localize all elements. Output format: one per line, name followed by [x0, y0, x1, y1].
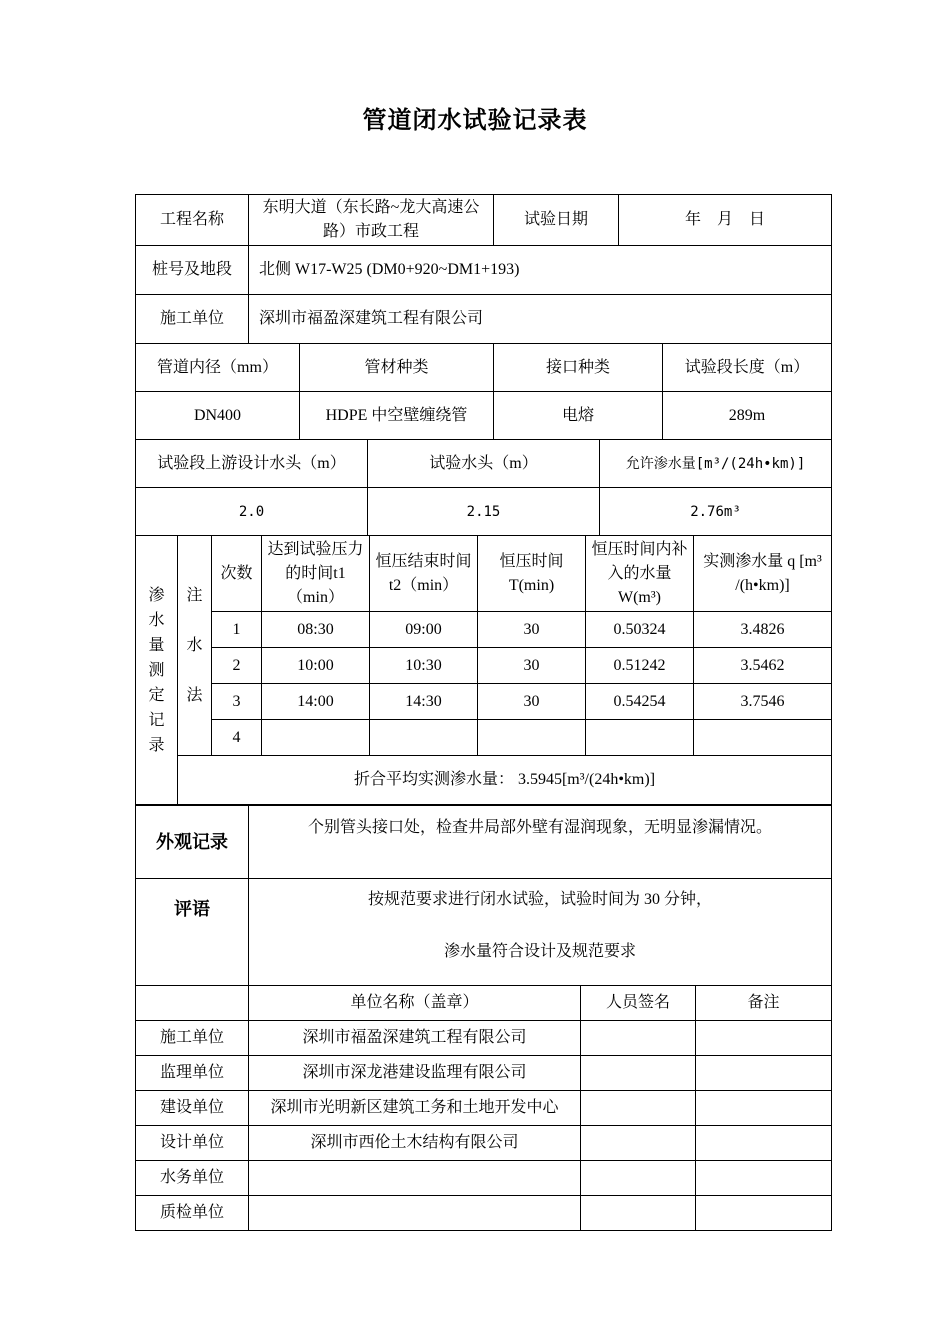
table-row	[136, 648, 832, 684]
signature-cell	[581, 1091, 696, 1126]
col-header-count: 次数	[212, 536, 262, 612]
pipe-material-header: 管材种类	[300, 344, 494, 392]
cell-t1: 14:00	[262, 684, 370, 720]
remark-cell	[696, 1126, 832, 1161]
unit-name: 深圳市福盈深建筑工程有限公司	[249, 1021, 581, 1056]
remark-cell	[696, 1161, 832, 1196]
seepage-label-char: 录	[148, 736, 165, 754]
signature-cell	[581, 1161, 696, 1196]
unit-role: 设计单位	[136, 1126, 249, 1161]
unit-role: 建设单位	[136, 1091, 249, 1126]
cell-water-added: 0.51242	[586, 648, 694, 684]
cell-count: 1	[212, 612, 262, 648]
seepage-label-char: 水	[148, 611, 165, 629]
seepage-label-char: 定	[148, 686, 165, 704]
cell-duration: 30	[478, 684, 586, 720]
allowed-seepage-value: 2.76m³	[600, 488, 832, 536]
signer-header: 人员签名	[581, 986, 696, 1021]
cell-t2	[370, 720, 478, 756]
cell-measured-seepage: 3.4826	[694, 612, 832, 648]
table-row	[136, 1091, 832, 1126]
remark-cell	[696, 1196, 832, 1231]
cell-duration: 30	[478, 612, 586, 648]
contractor-label: 施工单位	[136, 295, 249, 344]
remark-header: 备注	[696, 986, 832, 1021]
seepage-section-label	[136, 536, 178, 805]
signature-cell	[581, 1196, 696, 1231]
comment-text	[249, 879, 832, 986]
design-head-header: 试验段上游设计水头（m）	[136, 440, 368, 488]
design-head-value: 2.0	[136, 488, 368, 536]
cell-measured-seepage	[694, 720, 832, 756]
unit-name	[249, 1196, 581, 1231]
table-row	[136, 612, 832, 648]
cell-t1	[262, 720, 370, 756]
col-header-duration: 恒压时间T(min)	[478, 536, 586, 612]
injection-method-label	[178, 536, 212, 756]
table-row	[136, 720, 832, 756]
unit-role: 质检单位	[136, 1196, 249, 1231]
unit-name	[249, 1161, 581, 1196]
cell-water-added	[586, 720, 694, 756]
section-length-value: 289m	[663, 392, 832, 440]
section-length-header: 试验段长度（m）	[663, 344, 832, 392]
col-header-t2: 恒压结束时间 t2（min）	[370, 536, 478, 612]
cell-water-added: 0.54254	[586, 684, 694, 720]
remark-cell	[696, 1021, 832, 1056]
remark-cell	[696, 1091, 832, 1126]
test-date-label: 试验日期	[494, 195, 619, 246]
test-date-value: 年 月 日	[619, 195, 832, 246]
station-label: 桩号及地段	[136, 246, 249, 295]
appearance-text: 个别管头接口处，检查井局部外壁有湿润现象，无明显渗漏情况。	[249, 806, 832, 879]
cell-count: 2	[212, 648, 262, 684]
project-name-value: 东明大道（东长路~龙大高速公路）市政工程	[249, 195, 494, 246]
cell-t2: 10:30	[370, 648, 478, 684]
comment-line: 渗水量符合设计及规范要求	[443, 943, 636, 960]
project-name-label: 工程名称	[136, 195, 249, 246]
cell-water-added: 0.50324	[586, 612, 694, 648]
cell-duration	[478, 720, 586, 756]
seepage-label-char: 渗	[148, 586, 165, 604]
signature-cell	[581, 1021, 696, 1056]
comment-line: 按规范要求进行闭水试验，试验时间为 30 分钟，	[367, 891, 712, 908]
pipe-diameter-value: DN400	[136, 392, 300, 440]
cell-measured-seepage: 3.7546	[694, 684, 832, 720]
signature-cell	[581, 1056, 696, 1091]
col-header-water-added: 恒压时间内补入的水量W(m³)	[586, 536, 694, 612]
remark-cell	[696, 1056, 832, 1091]
col-header-measured-seepage: 实测渗水量 q [m³ /(h•km)]	[694, 536, 832, 612]
unit-role: 监理单位	[136, 1056, 249, 1091]
unit-name: 深圳市西伦土木结构有限公司	[249, 1126, 581, 1161]
test-head-value: 2.15	[368, 488, 600, 536]
cell-t2: 14:30	[370, 684, 478, 720]
seepage-label-char: 量	[148, 636, 165, 654]
water-head-table	[135, 439, 832, 536]
cell-measured-seepage: 3.5462	[694, 648, 832, 684]
unit-name-header: 单位名称（盖章）	[249, 986, 581, 1021]
seepage-label-char: 记	[148, 711, 165, 729]
cell-t1: 10:00	[262, 648, 370, 684]
cell-t1: 08:30	[262, 612, 370, 648]
method-label-char: 法	[186, 687, 203, 704]
test-head-header: 试验水头（m）	[368, 440, 600, 488]
cell-duration: 30	[478, 648, 586, 684]
method-label-char: 注	[186, 587, 203, 604]
table-row	[136, 1196, 832, 1231]
allowed-seepage-header: 允许渗水量[m³/(24h•km)]	[600, 440, 832, 488]
table-row	[136, 1021, 832, 1056]
signature-header-blank	[136, 986, 249, 1021]
unit-name: 深圳市光明新区建筑工务和土地开发中心	[249, 1091, 581, 1126]
joint-type-header: 接口种类	[494, 344, 663, 392]
appearance-label: 外观记录	[136, 806, 249, 879]
unit-role: 水务单位	[136, 1161, 249, 1196]
cell-count: 3	[212, 684, 262, 720]
seepage-record-table	[135, 535, 832, 805]
average-seepage: 折合平均实测渗水量： 3.5945[m³/(24h•km)]	[178, 756, 832, 805]
station-value: 北侧 W17-W25 (DM0+920~DM1+193)	[249, 246, 832, 295]
table-row	[136, 1056, 832, 1091]
table-row	[136, 684, 832, 720]
signature-table	[135, 985, 832, 1231]
table-row	[136, 1126, 832, 1161]
pipe-diameter-header: 管道内径（mm）	[136, 344, 300, 392]
seepage-label-char: 测	[148, 661, 165, 679]
appearance-comment-table	[135, 805, 832, 986]
cell-t2: 09:00	[370, 612, 478, 648]
method-label-char: 水	[186, 637, 203, 654]
unit-role: 施工单位	[136, 1021, 249, 1056]
cell-count: 4	[212, 720, 262, 756]
col-header-t1: 达到试验压力的时间t1（min）	[262, 536, 370, 612]
contractor-value: 深圳市福盈深建筑工程有限公司	[249, 295, 832, 344]
comment-label: 评语	[136, 879, 249, 986]
unit-name: 深圳市深龙港建设监理有限公司	[249, 1056, 581, 1091]
pipe-material-value: HDPE 中空壁缠绕管	[300, 392, 494, 440]
table-row	[136, 1161, 832, 1196]
signature-cell	[581, 1126, 696, 1161]
pipe-spec-table	[135, 343, 832, 440]
page-title: 管道闭水试验记录表	[362, 108, 588, 134]
project-info-table	[135, 194, 832, 344]
joint-type-value: 电熔	[494, 392, 663, 440]
